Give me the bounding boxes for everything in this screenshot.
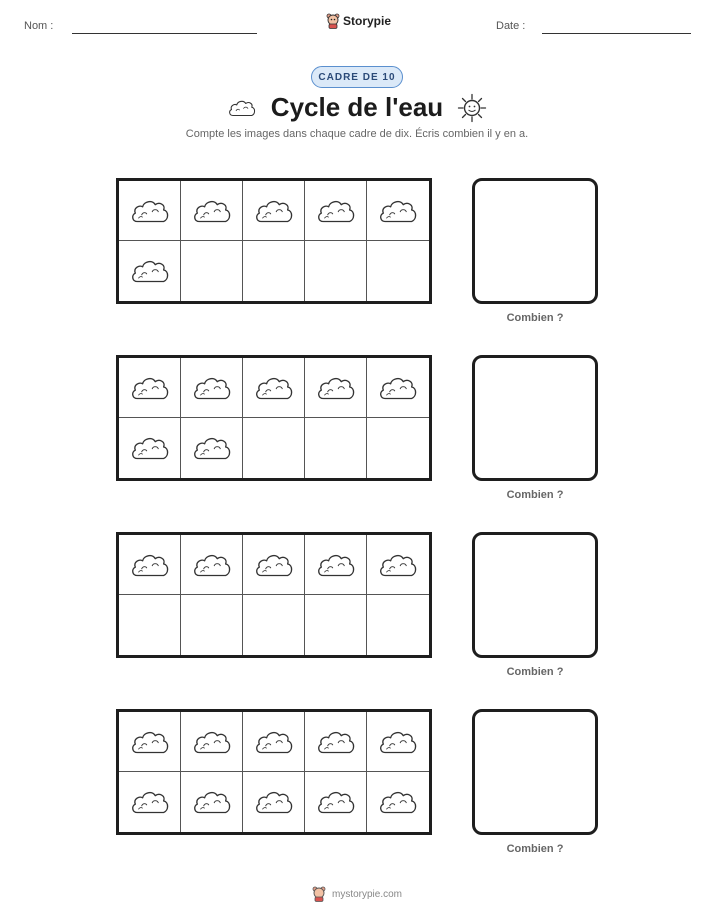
- frame-cell: [243, 535, 305, 595]
- frame-cell: [181, 418, 243, 478]
- frame-cell: [181, 595, 243, 655]
- cloud-icon: [129, 433, 171, 463]
- frame-cell: [181, 712, 243, 772]
- frame-cell: [243, 595, 305, 655]
- frame-cell: [243, 418, 305, 478]
- frame-cell: [119, 241, 181, 301]
- cloud-icon: [253, 787, 295, 817]
- frame-cell: [119, 535, 181, 595]
- cloud-icon: [377, 727, 419, 757]
- frame-cell: [119, 595, 181, 655]
- ten-frame: [116, 355, 432, 481]
- cloud-icon: [377, 196, 419, 226]
- frame-cell: [305, 535, 367, 595]
- cloud-icon: [129, 196, 171, 226]
- instructions: Compte les images dans chaque cadre de dix. Écris combien il y en a.: [185, 128, 529, 140]
- answer-box[interactable]: [472, 532, 598, 658]
- frame-cell: [243, 358, 305, 418]
- date-line[interactable]: [542, 33, 691, 34]
- cloud-icon: [129, 727, 171, 757]
- cloud-icon: [191, 373, 233, 403]
- title-row: [0, 92, 714, 123]
- name-line[interactable]: [72, 33, 257, 34]
- cloud-icon: [191, 433, 233, 463]
- answer-label: Combien ?: [506, 843, 564, 855]
- frame-cell: [367, 241, 429, 301]
- cloud-icon: [253, 373, 295, 403]
- cloud-icon: [191, 727, 233, 757]
- frame-cell: [119, 772, 181, 832]
- frame-cell: [367, 358, 429, 418]
- frame-cell: [305, 358, 367, 418]
- frame-cell: [181, 181, 243, 241]
- footer-url: mystorypie.com: [331, 888, 402, 900]
- cloud-icon: [129, 256, 171, 286]
- frame-cell: [243, 241, 305, 301]
- page-title: Cycle de l'eau: [270, 92, 444, 122]
- frame-cell: [367, 712, 429, 772]
- frame-cell: [305, 418, 367, 478]
- cloud-icon: [253, 727, 295, 757]
- worksheet-badge: CADRE DE 10: [311, 66, 403, 88]
- cloud-icon: [315, 787, 357, 817]
- frame-cell: [305, 595, 367, 655]
- ten-frame: [116, 178, 432, 304]
- frame-cell: [119, 181, 181, 241]
- frame-cell: [119, 418, 181, 478]
- cloud-icon: [377, 550, 419, 580]
- frame-cell: [367, 772, 429, 832]
- cloud-icon: [191, 787, 233, 817]
- answer-label: Combien ?: [506, 489, 564, 501]
- date-label: Date :: [496, 20, 526, 32]
- cloud-icon: [227, 97, 257, 119]
- cloud-icon: [253, 196, 295, 226]
- cloud-icon: [315, 373, 357, 403]
- cloud-icon: [191, 550, 233, 580]
- answer-box[interactable]: [472, 709, 598, 835]
- frame-cell: [367, 418, 429, 478]
- frame-cell: [181, 535, 243, 595]
- frame-cell: [367, 595, 429, 655]
- cloud-icon: [129, 373, 171, 403]
- cloud-icon: [253, 550, 295, 580]
- frame-cell: [243, 181, 305, 241]
- frame-cell: [243, 712, 305, 772]
- frame-cell: [305, 712, 367, 772]
- cloud-icon: [129, 550, 171, 580]
- answer-box[interactable]: [472, 355, 598, 481]
- frame-cell: [181, 358, 243, 418]
- frame-cell: [305, 181, 367, 241]
- mascot-icon: [312, 886, 326, 902]
- frame-cell: [367, 535, 429, 595]
- frame-cell: [181, 772, 243, 832]
- answer-label: Combien ?: [506, 312, 564, 324]
- cloud-icon: [377, 373, 419, 403]
- frame-cell: [367, 181, 429, 241]
- footer: [0, 886, 714, 902]
- brand-name: Storypie: [343, 14, 392, 28]
- cloud-icon: [315, 727, 357, 757]
- name-label: Nom :: [24, 20, 54, 32]
- answer-label: Combien ?: [506, 666, 564, 678]
- frame-cell: [119, 358, 181, 418]
- frame-cell: [243, 772, 305, 832]
- answer-box[interactable]: [472, 178, 598, 304]
- mascot-icon: [326, 13, 340, 29]
- frame-cell: [181, 241, 243, 301]
- frame-cell: [305, 772, 367, 832]
- frame-cell: [305, 241, 367, 301]
- sun-icon: [457, 93, 487, 123]
- frame-cell: [119, 712, 181, 772]
- ten-frame: [116, 709, 432, 835]
- cloud-icon: [191, 196, 233, 226]
- cloud-icon: [315, 550, 357, 580]
- brand-logo: [326, 13, 391, 29]
- cloud-icon: [377, 787, 419, 817]
- cloud-icon: [315, 196, 357, 226]
- cloud-icon: [129, 787, 171, 817]
- ten-frame: [116, 532, 432, 658]
